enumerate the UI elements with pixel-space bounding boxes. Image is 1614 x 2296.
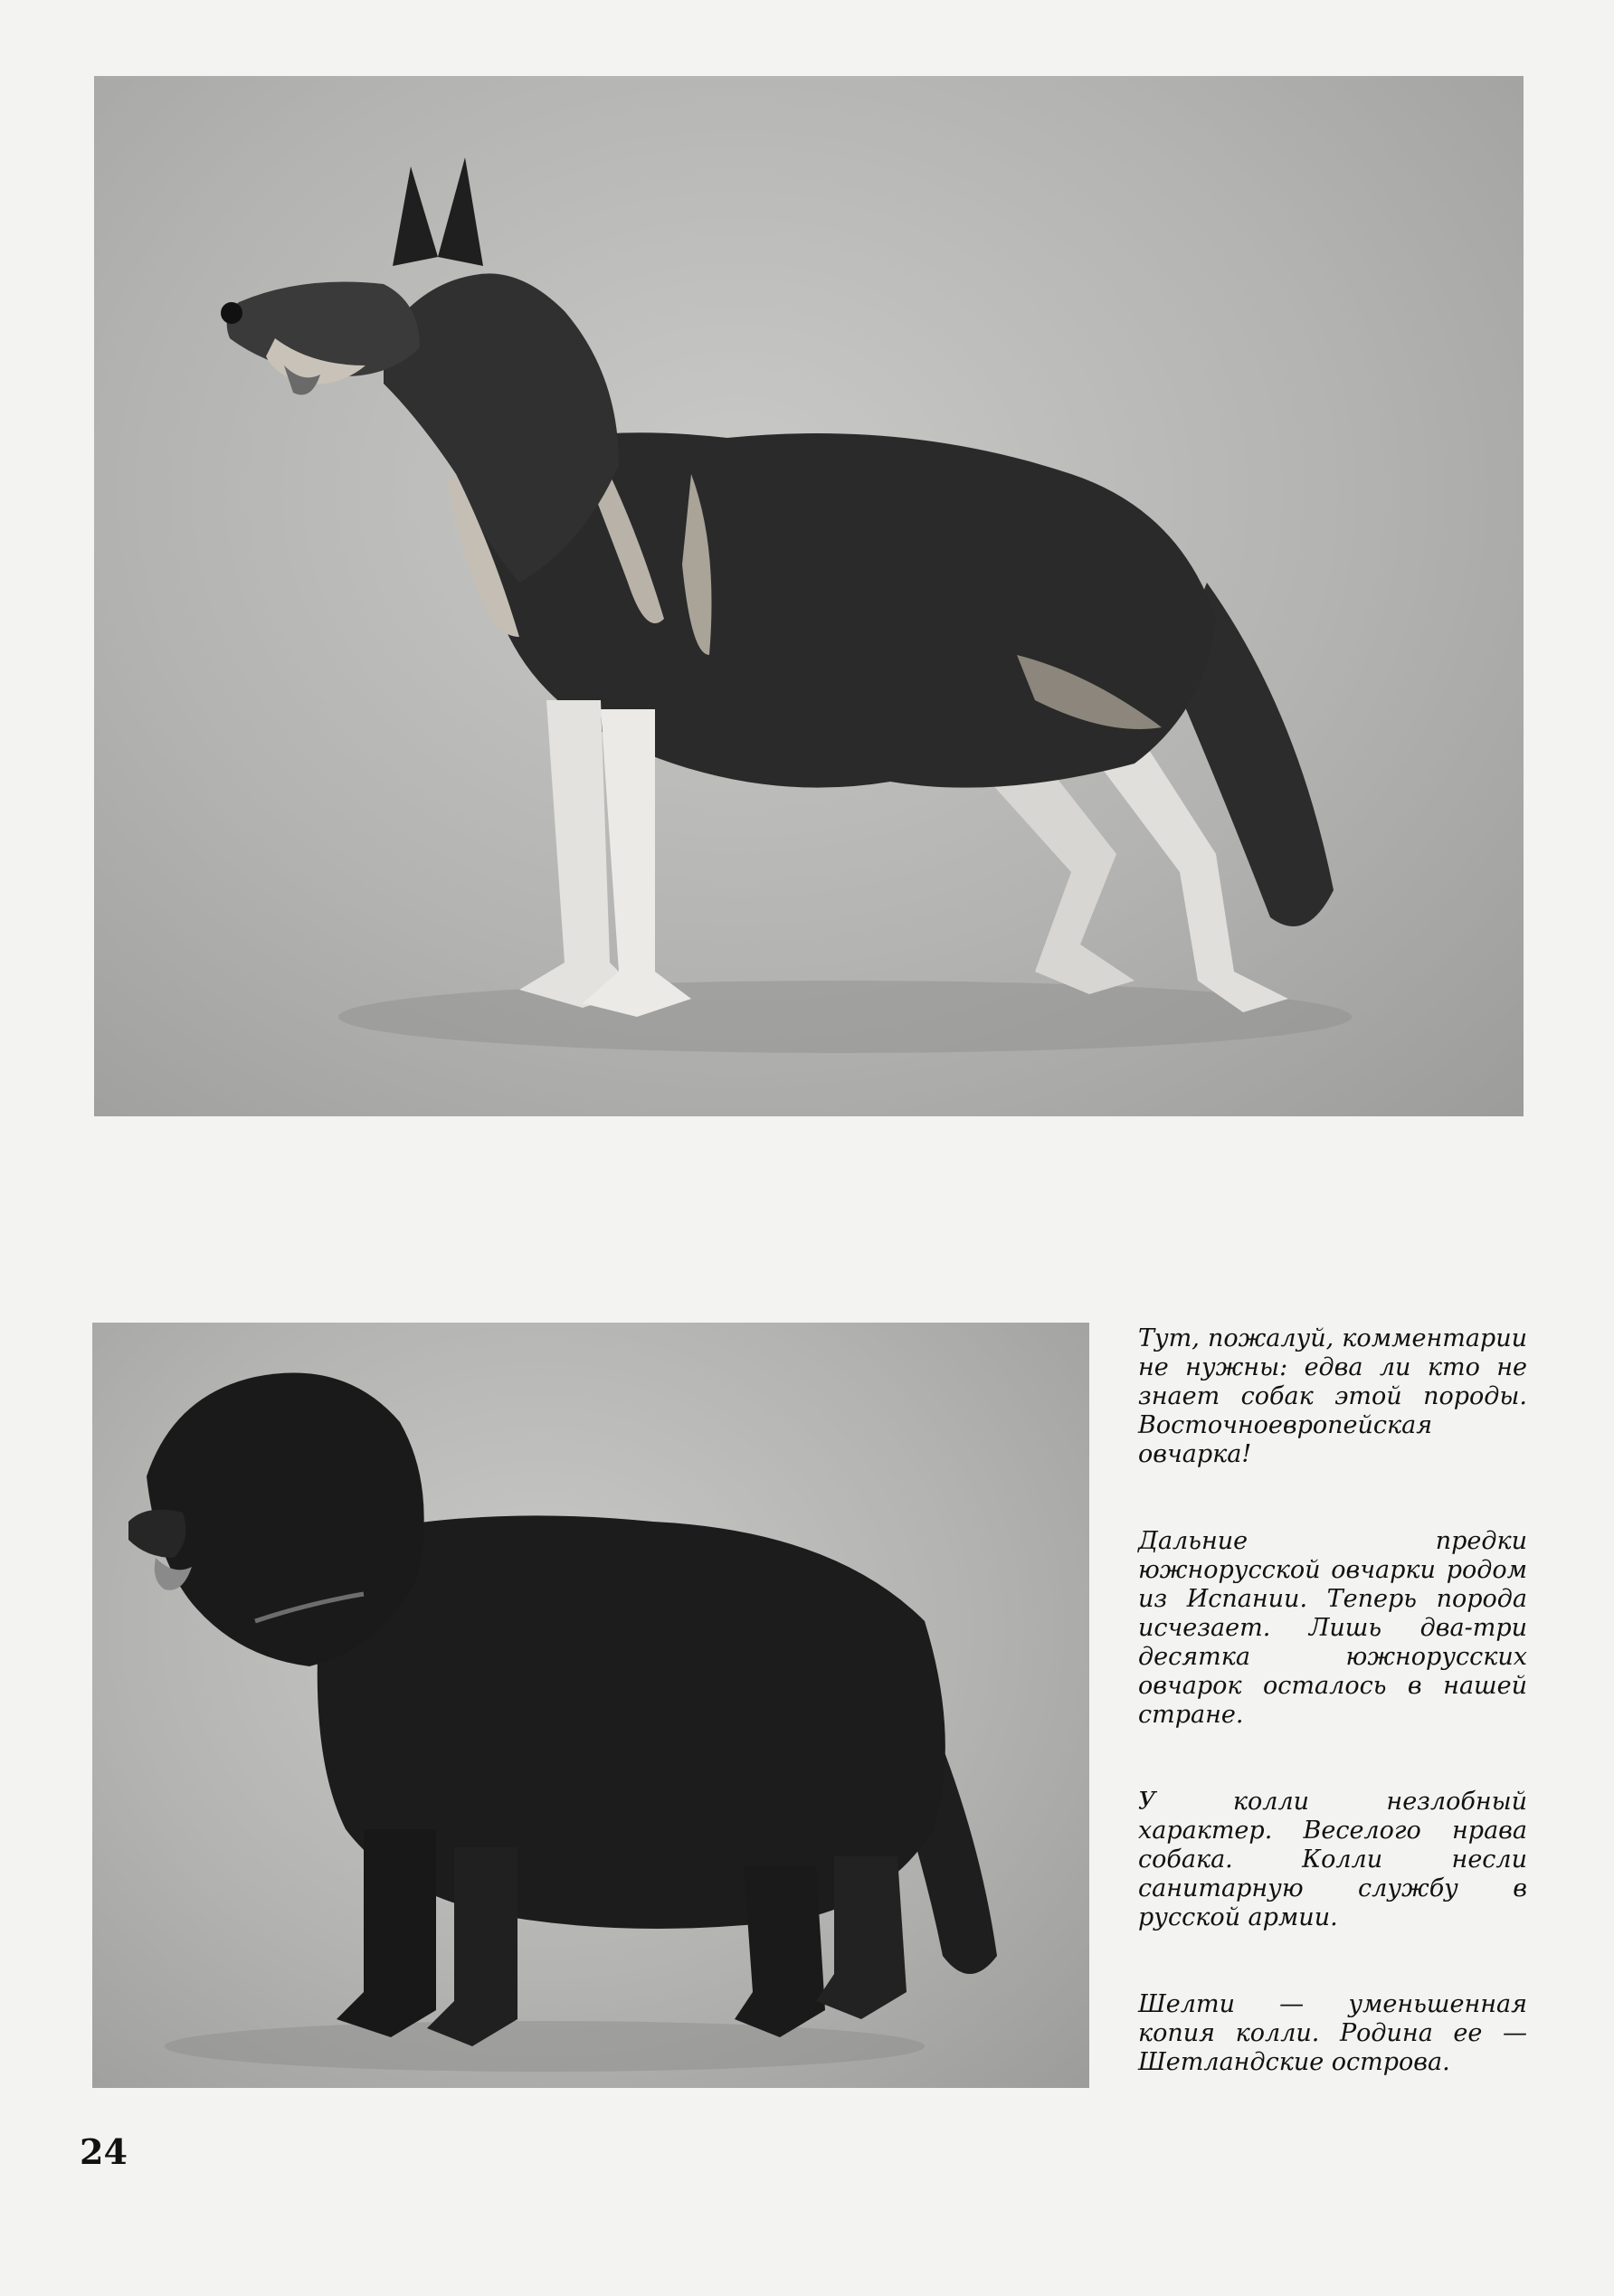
caption-south-russian-shepherd: Дальние предки южнорусской овчарки родом из Испании. Теперь порода исчезает. Лишь два-три десятка южнорусских овчарок осталось в нашей стране. (1138, 1527, 1527, 1729)
photo-south-russian-shepherd (92, 1323, 1089, 2088)
photo-east-european-shepherd (94, 76, 1524, 1116)
caption-collie: У колли незлобный характер. Веселого нрава собака. Колли несли санитарную службу в русской армии. (1138, 1788, 1527, 1931)
caption-east-european-shepherd: Тут, пожалуй, комментарии не нужны: едва ли кто не знает собак этой породы. Восточноевропейская овчарка! (1138, 1324, 1527, 1468)
page-number: 24 (80, 2131, 128, 2172)
caption-sheltie: Шелти — уменьшенная копия колли. Родина ее — Шетландские острова. (1138, 1990, 1527, 2076)
south-russian-shepherd-illustration (92, 1323, 1089, 2088)
east-european-shepherd-illustration (94, 76, 1524, 1116)
captions-column (1138, 1324, 1527, 2135)
